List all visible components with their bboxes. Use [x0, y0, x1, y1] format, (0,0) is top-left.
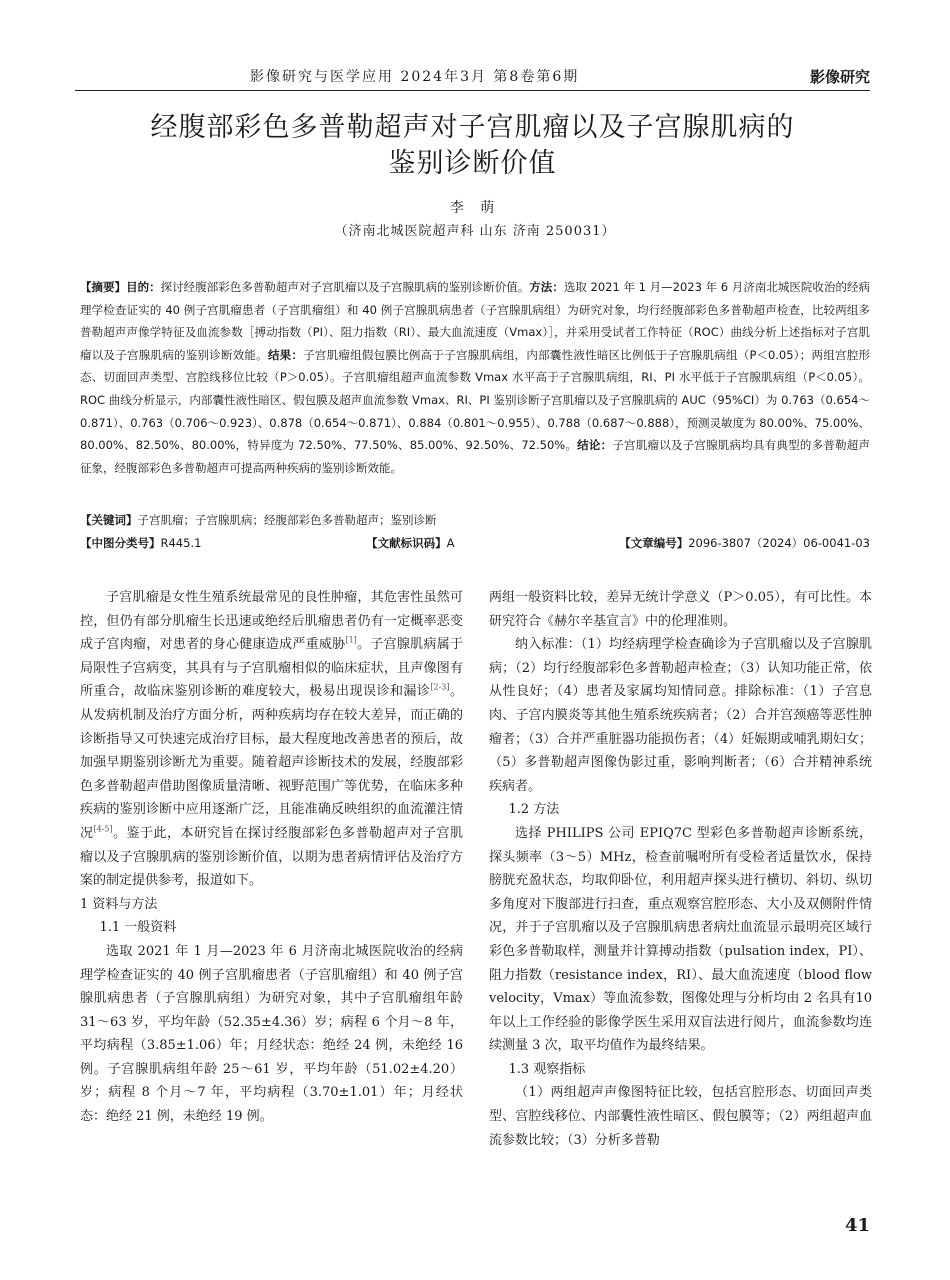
clc-code: 【中图分类号】R445.1: [80, 536, 202, 550]
abstract-heading: 结论：: [577, 438, 613, 453]
abstract-text: 子宫肌瘤组假包膜比例高于子宫腺肌病组，内部囊性液性暗区比例低于子宫腺肌病组（P＜0.05）；两组宫腔形态、切面回声类型、宫腔线移位比较（P＞0.05）。子宫肌瘤组超声血流参数 Vmax 水平高于子宫腺肌病组，RI、PI 水平低于子宫腺肌病组（P＜0.05）。ROC 曲线分析显示，内部囊性液性暗区、假包膜及超声血流参数 Vmax、RI、PI 鉴别诊断子宫肌瘤以及子宫腺肌病的 AUC（95%CI）为 0.763（0.654～0.871）、0.763（0.706～0.923）、0.878（0.654～0.871）、0.884（0.801～0.955）、0.788（0.687～0.888），预测灵敏度为 80.00%、75.00%、80.00%、82.50%、80.00%，特异度为 72.50%、77.50%、85.00%、92.50%、72.50%。: [80, 347, 871, 453]
paragraph-text: 。子宫腺肌病属于局限性子宫病变，其具有与子宫肌瘤相似的临床症状，且声像图有所重合，故临床鉴别诊断的难度较大，极易出现误诊和漏诊: [80, 637, 463, 700]
section-heading: [80, 893, 463, 917]
document-code: 【文献标识码】A: [366, 536, 455, 550]
paragraph-text: 。从发病机制及治疗方面分析，两种疾病均存在较大差异，而正确的诊断指导又可快速完成治疗目标，最大程度地改善患者的预后，故加强早期鉴别诊断尤为重要。随着超声诊断技术的发展，经腹部彩色多普勒超声借助图像质量清晰、视野范围广等优势，在临床多种疾病的鉴别诊断中应用逐渐广泛，且能准确反映组织的血流灌注情况: [80, 684, 463, 841]
header-rule: [75, 90, 870, 91]
paragraph-text: 1 资料与方法: [80, 896, 158, 912]
paragraph-text: 选取 2021 年 1 月—2023 年 6 月济南北城医院收治的经病理学检查证实的 40 例子宫肌瘤患者（子宫肌瘤组）和 40 例子宫腺肌病患者（子宫腺肌病组）为研究对象，其中子宫肌瘤组年龄 31～63 岁，平均年龄（52.35±4.36）岁；病程 6 个月～8 年，平均病程（3.85±1.06）年；月经状态：绝经 24 例，未绝经 16 例。子宫腺肌病组年龄 25～61 岁，平均年龄（51.02±4.20）岁；病程 8 个月～7 年，平均病程（3.70±1.01）年；月经状态：绝经 21 例，未绝经 19 例。: [80, 943, 463, 1125]
keywords: [80, 512, 870, 528]
paragraph-text: 选择 PHILIPS 公司 EPIQ7C 型彩色多普勒超声诊断系统，探头频率（3～5）MHz，检查前嘱咐所有受检者适量饮水，保持膀胱充盈状态，均取仰卧位，利用超声探头进行横切、斜切、纵切多角度对下腹部进行扫查，重点观察宫腔形态、大小及双侧附件情况，并于子宫肌瘤以及子宫腺肌病患者病灶血流显示最明亮区域行彩色多普勒取样，测量并计算搏动指数（pulsation index，PI）、阻力指数（resistance index，RI）、最大血流速度（blood flow velocity，Vmax）等血流参数，图像处理与分析均由 2 名具有10年以上工作经验的影像学医生采用双盲法进行阅片，血流参数均连续测量 3 次，取平均值作为最终结果。: [489, 825, 872, 1054]
classification-line: [80, 535, 870, 551]
paragraph: [489, 1081, 872, 1152]
citation: [2-3]: [430, 683, 450, 693]
author: 李 萌: [449, 200, 501, 216]
abstract: [80, 276, 870, 479]
paragraph-text: 1.3 观察指标: [508, 1061, 586, 1077]
paragraph: [80, 586, 463, 893]
abstract-heading: 方法：: [529, 280, 564, 294]
title-line: 经腹部彩色多普勒超声对子宫肌瘤以及子宫腺肌病的: [150, 112, 795, 143]
citation: [1]: [345, 635, 357, 645]
affiliation: （济南北城医院超声科 山东 济南 250031）: [334, 224, 616, 239]
title-line: 鉴别诊断价值: [388, 148, 557, 179]
abstract-text: 子宫肌瘤以及子宫腺肌病均具有典型的多普勒超声征象，经腹部彩色多普勒超声可提高两种疾病的鉴别诊断效能。: [80, 438, 870, 475]
paragraph-text: （1）两组超声声像图特征比较，包括宫腔形态、切面回声类型、宫腔线移位、内部囊性液性暗区、假包膜等；（2）两组超声血流参数比较；（3）分析多普勒: [489, 1085, 872, 1148]
paragraph-text: 两组一般资料比较，差异无统计学意义（P＞0.05），有可比性。本研究符合《赫尔辛基宣言》中的伦理准则。: [489, 590, 872, 629]
paragraph: [489, 822, 872, 1058]
paragraph: [489, 586, 872, 633]
paragraph-text: 纳入标准：（1）均经病理学检查确诊为子宫肌瘤以及子宫腺肌病；（2）均行经腹部彩色多普勒超声检查；（3）认知功能正常，依从性良好；（4）患者及家属均知情同意。排除标准：（1）子宫息肉、子宫内膜炎等其他生殖系统疾病者；（2）合并宫颈癌等恶性肿瘤者；（3）合并严重脏器功能损伤者；（4）妊娠期或哺乳期妇女；（5）多普勒超声图像伪影过重，影响判断者；（6）合并精神系统疾病者。: [489, 637, 872, 794]
keywords-text: 子宫肌瘤；子宫腺肌病；经腹部彩色多普勒超声；鉴别诊断: [137, 513, 437, 527]
page-number: 41: [844, 1215, 870, 1236]
journal-header: 影像研究与医学应用 2024年3月 第8卷第6期: [250, 69, 580, 85]
abstract-text: 选取 2021 年 1 月—2023 年 6 月济南北城医院收治的经病理学检查证实的 40 例子宫肌瘤患者（子宫肌瘤组）和 40 例子宫腺肌病患者（子宫腺肌病组）为研究对象，均行经腹部彩色多普勒超声检查，比较两组多普勒超声声像学特征及血流参数［搏动指数（PI）、阻力指数（RI）、最大血流速度（Vmax）］，并采用受试者工作特征（ROC）曲线分析上述指标对子宫肌瘤以及子宫腺肌病的鉴别诊断效能。: [80, 280, 871, 362]
subsection-heading: [80, 916, 463, 940]
abstract-heading: 结果：: [267, 347, 304, 362]
abstract-body: [80, 280, 870, 475]
subsection-heading: [489, 798, 872, 822]
abstract-text: 探讨经腹部彩色多普勒超声对子宫肌瘤以及子宫腺肌病的鉴别诊断价值。: [160, 280, 530, 294]
paragraph-text: 1.2 方法: [508, 802, 560, 818]
citation: [4-5]: [93, 824, 113, 834]
paragraph: [80, 940, 463, 1129]
subsection-heading: [489, 1058, 872, 1082]
paragraph-text: 。鉴于此，本研究旨在探讨经腹部彩色多普勒超声对子宫肌瘤以及子宫腺肌病的鉴别诊断价值，以期为患者病情评估及治疗方案的制定提供参考，报道如下。: [80, 825, 463, 889]
section-header: 影像研究: [809, 68, 870, 86]
paragraph-text: 1.1 一般资料: [99, 920, 177, 936]
abstract-label: 【摘要】: [80, 280, 127, 294]
body-column-right: [489, 586, 872, 1152]
article-title: [75, 110, 870, 182]
abstract-heading: 目的：: [126, 280, 161, 294]
article-number: 【文章编号】2096-3807（2024）06-0041-03: [619, 536, 870, 550]
paragraph: [489, 633, 872, 798]
paragraph-text: 子宫肌瘤是女性生殖系统最常见的良性肿瘤，其危害性虽然可控，但仍有部分肌瘤生长迅速或绝经后肌瘤患者仍有一定概率恶变成子宫肉瘤，对患者的身心健康造成严重威胁: [80, 590, 463, 653]
keywords-label: 【关键词】: [80, 513, 138, 527]
body-column-left: [80, 586, 463, 1129]
